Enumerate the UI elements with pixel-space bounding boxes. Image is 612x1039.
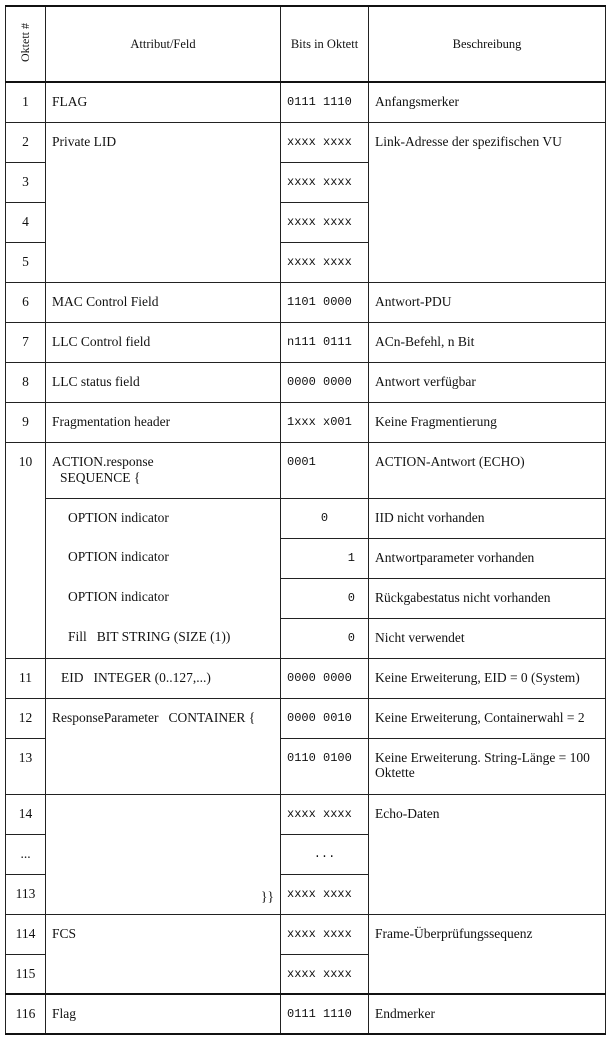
description: ACn-Befehl, n Bit: [369, 322, 606, 362]
table-row: [6, 442, 606, 498]
octet-number: 113: [6, 874, 46, 914]
attribute: Private LID: [46, 122, 281, 282]
octet-number: 11: [6, 658, 46, 698]
bits: 0111 1110: [281, 82, 369, 122]
octet-number: 6: [6, 282, 46, 322]
bits: 0110 0100: [281, 738, 369, 794]
bits: xxxx xxxx: [281, 954, 369, 994]
attribute: Fragmentation header: [46, 402, 281, 442]
table-row: [6, 362, 606, 402]
octet-number: 115: [6, 954, 46, 994]
table-row: [6, 658, 606, 698]
attribute: LLC Control field: [46, 322, 281, 362]
bits: 0000 0000: [281, 362, 369, 402]
header-octet-label: Oktett #: [18, 22, 32, 62]
octet-number: 3: [6, 162, 46, 202]
octet-number: ...: [6, 834, 46, 874]
description: ACTION-Antwort (ECHO): [369, 442, 606, 498]
octet-number: 7: [6, 322, 46, 362]
table-row: [6, 698, 606, 738]
attribute-name: Fill: [68, 629, 87, 644]
bits: xxxx xxxx: [281, 874, 369, 914]
octet-number: 13: [6, 738, 46, 794]
attribute: MAC Control Field: [46, 282, 281, 322]
table-row: [6, 618, 606, 658]
octet-number: 9: [6, 402, 46, 442]
description: Keine Erweiterung. String-Länge = 100 Oktette: [369, 738, 606, 794]
octet-number: 8: [6, 362, 46, 402]
table-row: [6, 794, 606, 834]
bits: xxxx xxxx: [281, 122, 369, 162]
bits: xxxx xxxx: [281, 162, 369, 202]
octet-number: 1: [6, 82, 46, 122]
bits: 0000 0000: [281, 658, 369, 698]
attribute-type: SEQUENCE {: [60, 469, 141, 485]
bits: 0: [281, 618, 369, 658]
octet-number: 14: [6, 794, 46, 834]
table-row: [6, 322, 606, 362]
attribute: FLAG: [46, 82, 281, 122]
attribute-type: INTEGER (0..127,...): [93, 669, 211, 685]
bits: xxxx xxxx: [281, 794, 369, 834]
attribute: FCS: [46, 914, 281, 994]
octet-number: 2: [6, 122, 46, 162]
header-row: [6, 6, 606, 82]
description: Link-Adresse der spezifischen VU: [369, 122, 606, 282]
description: Antwortparameter vorhanden: [369, 538, 606, 578]
table-row: [6, 498, 606, 538]
attribute-type: BIT STRING (SIZE (1)): [96, 629, 231, 644]
table-row: [6, 538, 606, 578]
description: Anfangsmerker: [369, 82, 606, 122]
header-bits: Bits in Oktett: [281, 6, 369, 82]
attribute: [46, 658, 281, 698]
octet-number: 10: [6, 442, 46, 658]
description: Keine Fragmentierung: [369, 402, 606, 442]
header-attribute: Attribut/Feld: [46, 6, 281, 82]
attribute: [46, 738, 281, 794]
attribute: LLC status field: [46, 362, 281, 402]
attribute-name: ResponseParameter: [52, 709, 159, 725]
bits: 0000 0010: [281, 698, 369, 738]
description: Frame-Überprüfungssequenz: [369, 914, 606, 994]
table-row: [6, 914, 606, 954]
table-row: [6, 738, 606, 794]
bits: 0001: [281, 442, 369, 498]
description: IID nicht vorhanden: [369, 498, 606, 538]
attribute: Flag: [46, 994, 281, 1034]
bits: xxxx xxxx: [281, 914, 369, 954]
octet-number: 12: [6, 698, 46, 738]
bits: 0: [281, 498, 369, 538]
description: Echo-Daten: [369, 794, 606, 914]
bits: 0111 1110: [281, 994, 369, 1034]
attribute-type: CONTAINER {: [168, 709, 256, 725]
attribute: [46, 794, 281, 914]
table-row: [6, 994, 606, 1034]
bits: xxxx xxxx: [281, 202, 369, 242]
bits: 1: [281, 538, 369, 578]
octet-number: 5: [6, 242, 46, 282]
attribute-name: ACTION.response: [52, 453, 154, 469]
description: Endmerker: [369, 994, 606, 1034]
table-row: [6, 122, 606, 162]
description: Keine Erweiterung, Containerwahl = 2: [369, 698, 606, 738]
octet-number: 114: [6, 914, 46, 954]
bits: ...: [281, 834, 369, 874]
octet-number: 116: [6, 994, 46, 1034]
attribute-name: EID: [61, 669, 84, 685]
bits: 1xxx x001: [281, 402, 369, 442]
header-description: Beschreibung: [369, 6, 606, 82]
attribute: [46, 618, 281, 658]
bits: 0: [281, 578, 369, 618]
header-octet: [6, 6, 46, 82]
table-row: [6, 282, 606, 322]
bits: n111 0111: [281, 322, 369, 362]
attribute: [46, 698, 281, 738]
closing-braces: }}: [261, 888, 274, 904]
octet-number: 4: [6, 202, 46, 242]
attribute: OPTION indicator: [46, 498, 281, 538]
table-row: [6, 402, 606, 442]
frame-structure-table: [5, 5, 606, 1035]
attribute: OPTION indicator: [46, 578, 281, 618]
attribute: [46, 442, 281, 498]
table-row: [6, 82, 606, 122]
attribute: OPTION indicator: [46, 538, 281, 578]
description: Nicht verwendet: [369, 618, 606, 658]
bits: 1101 0000: [281, 282, 369, 322]
bits: xxxx xxxx: [281, 242, 369, 282]
description: Antwort verfügbar: [369, 362, 606, 402]
description: Rückgabestatus nicht vorhanden: [369, 578, 606, 618]
description: Keine Erweiterung, EID = 0 (System): [369, 658, 606, 698]
table-row: [6, 578, 606, 618]
description: Antwort-PDU: [369, 282, 606, 322]
